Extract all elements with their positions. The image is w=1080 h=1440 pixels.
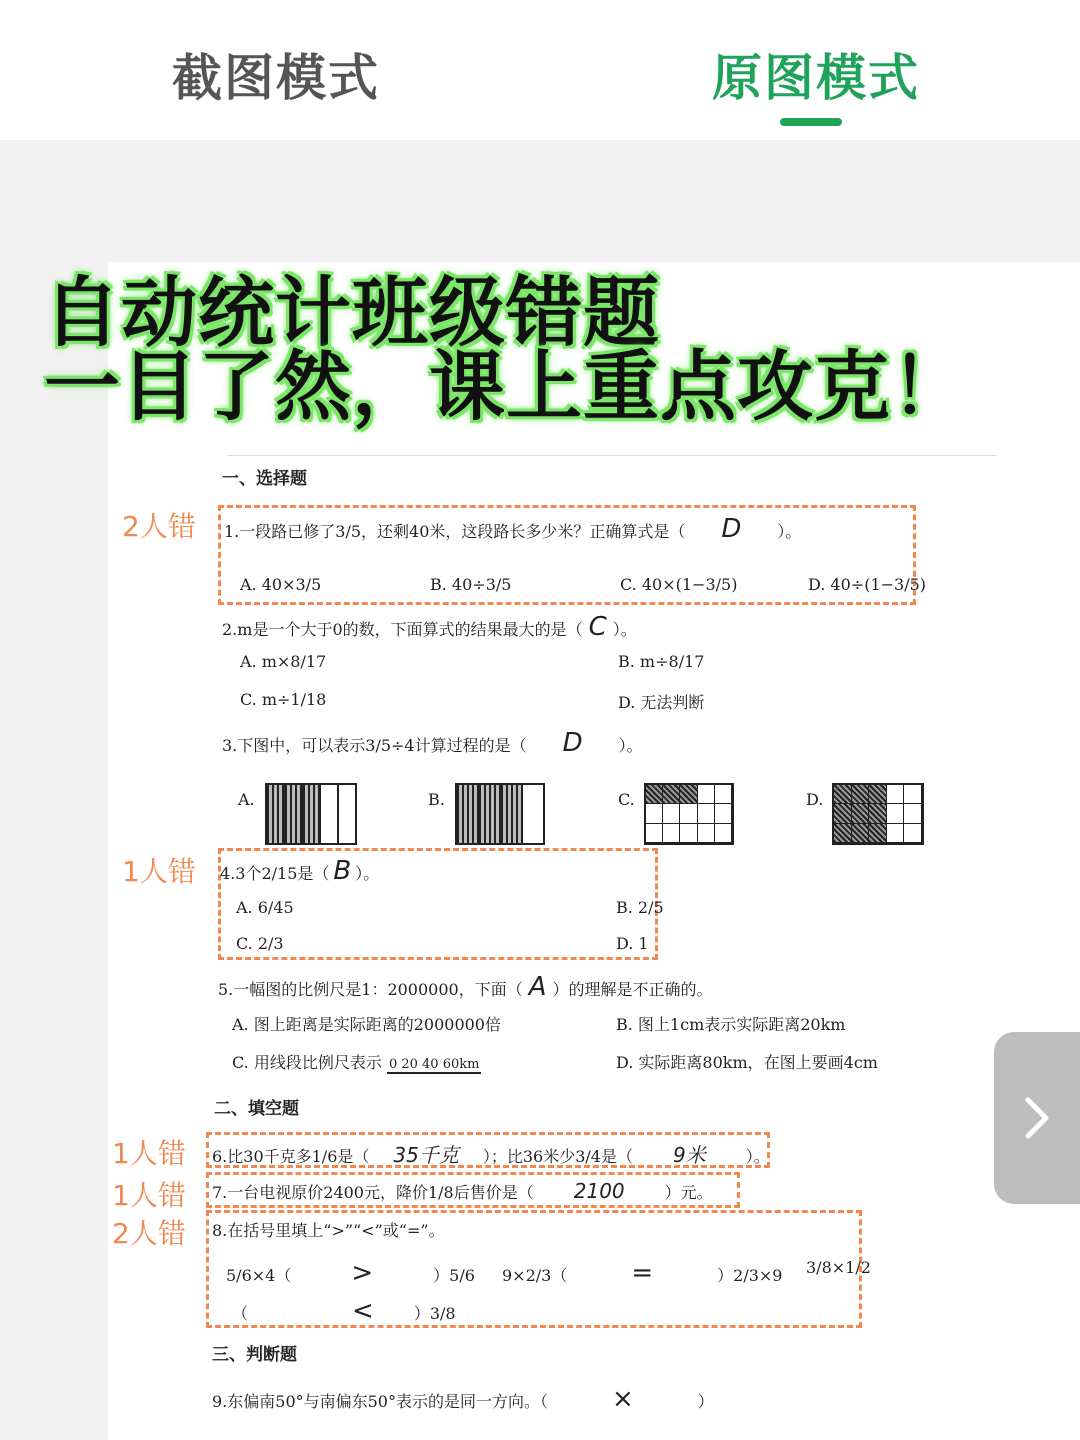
q6-stem: 6.比30千克多1/6是（ 35千克 ）；比36米少3/4是（ 9米 ）。 bbox=[212, 1143, 770, 1167]
q3-figure-b bbox=[455, 783, 545, 845]
q3-option-c: C. bbox=[618, 790, 635, 809]
q9-stem: 9.东偏南50°与南偏东50°表示的是同一方向。（ × ） bbox=[212, 1384, 714, 1414]
q1-option-a: A. 40×3/5 bbox=[240, 575, 322, 594]
q1-answer: D bbox=[721, 514, 742, 544]
promo-banner-line-2: 一目了然，课上重点攻克！ bbox=[44, 342, 968, 431]
q3-figure-c bbox=[644, 783, 734, 845]
q5-option-a: A. 图上距离是实际距离的2000000倍 bbox=[232, 1015, 501, 1034]
header-rule bbox=[228, 455, 996, 456]
error-count-q7: 1人错 bbox=[112, 1179, 186, 1212]
q4-answer: B bbox=[333, 856, 352, 886]
q6-answer-2: 9米 bbox=[672, 1143, 706, 1167]
tab-original-mode[interactable]: 原图模式 bbox=[712, 49, 920, 107]
q8-answer-1: > bbox=[351, 1258, 374, 1288]
section-fill-title: 二、填空题 bbox=[214, 1099, 299, 1119]
q5-option-b: B. 图上1cm表示实际距离20km bbox=[616, 1015, 846, 1034]
q8-expr-1: 5/6×4（ > ）5/6 bbox=[226, 1258, 475, 1288]
q5-option-c: C. 用线段比例尺表示 0 20 40 60km bbox=[232, 1053, 480, 1072]
q5-scale-bar: 0 20 40 60km bbox=[388, 1057, 480, 1072]
q7-stem: 7.一台电视原价2400元，降价1/8后售价是（ 2100 ）元。 bbox=[212, 1179, 713, 1203]
error-count-q8: 2人错 bbox=[112, 1217, 186, 1250]
q3-stem: 3.下图中，可以表示3/5÷4计算过程的是（ D ）。 bbox=[222, 728, 643, 758]
q3-option-a: A. bbox=[238, 790, 255, 809]
q2-stem: 2.m是一个大于0的数，下面算式的结果最大的是（ C ）。 bbox=[222, 612, 637, 642]
q1-option-b: B. 40÷3/5 bbox=[430, 575, 512, 594]
chevron-right-icon bbox=[1022, 1096, 1052, 1140]
section-choice-title: 一、选择题 bbox=[222, 469, 307, 489]
q5-option-d: D. 实际距离80km，在图上要画4cm bbox=[616, 1053, 878, 1072]
q2-option-c: C. m÷1/18 bbox=[240, 690, 327, 709]
q5-stem: 5.一幅图的比例尺是1：2000000，下面（ A ）的理解是不正确的。 bbox=[218, 972, 713, 1002]
promo-banner-line-1: 自动统计班级错题 bbox=[44, 268, 660, 357]
q3-answer: D bbox=[562, 728, 583, 758]
next-page-button[interactable] bbox=[994, 1032, 1080, 1204]
q4-option-c: C. 2/3 bbox=[236, 934, 284, 953]
q4-stem: 4.3个2/15是（ B ）。 bbox=[220, 856, 380, 886]
error-count-q6: 1人错 bbox=[112, 1137, 186, 1170]
error-count-q4: 1人错 bbox=[122, 855, 196, 888]
q8-answer-2: = bbox=[631, 1258, 654, 1288]
q4-option-a: A. 6/45 bbox=[236, 898, 294, 917]
q6-answer-1: 35千克 bbox=[393, 1143, 459, 1167]
q5-answer: A bbox=[528, 972, 547, 1002]
q7-answer: 2100 bbox=[573, 1179, 625, 1203]
q4-option-d: D. 1 bbox=[616, 934, 649, 953]
q3-option-d: D. bbox=[806, 790, 824, 809]
q9-answer: × bbox=[612, 1384, 634, 1414]
q2-option-d: D. 无法判断 bbox=[618, 693, 705, 712]
tab-screenshot-mode[interactable]: 截图模式 bbox=[172, 49, 380, 107]
q2-option-b: B. m÷8/17 bbox=[618, 652, 705, 671]
q3-figure-a bbox=[265, 783, 357, 845]
q8-expr-3: 3/8×1/2 bbox=[806, 1258, 871, 1277]
q2-option-a: A. m×8/17 bbox=[240, 652, 327, 671]
section-judge-title: 三、判断题 bbox=[212, 1345, 297, 1365]
q3-figure-d bbox=[832, 783, 924, 845]
error-count-q1: 2人错 bbox=[122, 510, 196, 543]
q8-expr-4: （ < ）3/8 bbox=[232, 1296, 456, 1326]
q8-expr-2: 9×2/3（ = ）2/3×9 bbox=[502, 1258, 783, 1288]
top-tab-bar bbox=[0, 0, 1080, 140]
q4-option-b: B. 2/5 bbox=[616, 898, 664, 917]
q2-answer: C bbox=[588, 612, 607, 642]
q8-answer-4: < bbox=[352, 1296, 374, 1326]
q3-option-b: B. bbox=[428, 790, 445, 809]
q1-option-c: C. 40×(1−3/5) bbox=[620, 575, 738, 594]
active-tab-indicator bbox=[780, 118, 842, 126]
q1-stem: 1.一段路已修了3/5，还剩40米，这段路长多少米？正确算式是（ D ）。 bbox=[224, 514, 802, 544]
q1-option-d: D. 40÷(1−3/5) bbox=[808, 575, 927, 594]
q8-stem: 8.在括号里填上“>”“<”或“=”。 bbox=[212, 1221, 445, 1240]
